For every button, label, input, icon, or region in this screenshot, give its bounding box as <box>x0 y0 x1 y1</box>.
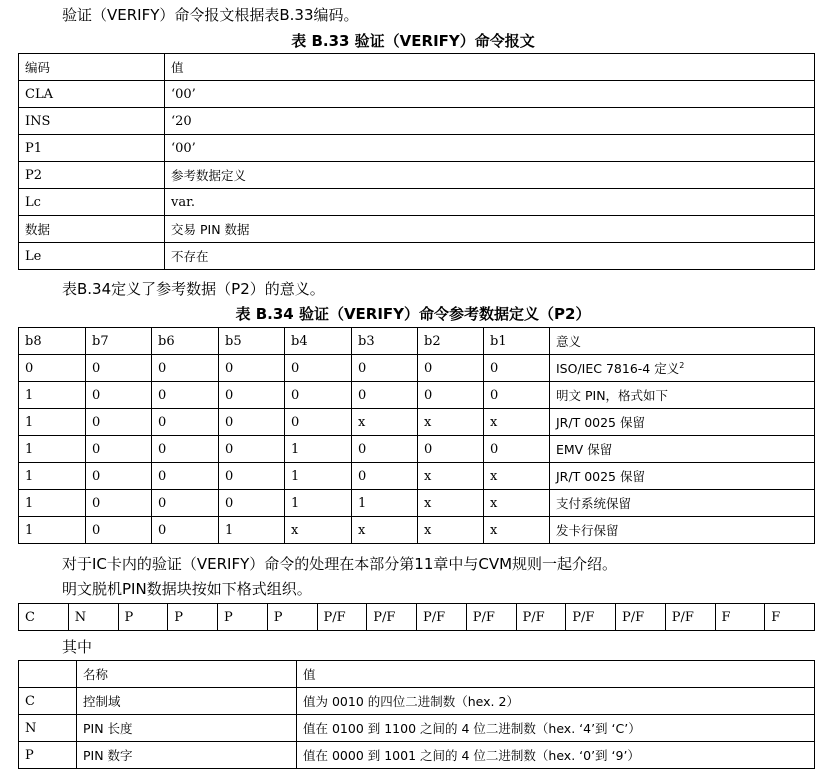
table-cell: ‘20 <box>165 108 815 135</box>
table-cell: 0 <box>152 490 219 517</box>
table-row <box>19 463 815 490</box>
table-row <box>19 108 815 135</box>
pin-block-cell: F <box>715 604 765 631</box>
table-cell: 0 <box>285 355 352 382</box>
table-cell: x <box>352 517 418 544</box>
table-row <box>19 382 815 409</box>
table-row <box>19 436 815 463</box>
table-cell: x <box>484 463 550 490</box>
table-cell: 1 <box>219 517 285 544</box>
pin-block-cell: P <box>168 604 218 631</box>
table-cell: 0 <box>484 436 550 463</box>
table-header-row <box>19 661 815 688</box>
table-cell: 0 <box>219 409 285 436</box>
table-cell: ‘00’ <box>165 81 815 108</box>
table-cell: 1 <box>19 436 86 463</box>
table-b33 <box>18 53 815 270</box>
intro-paragraph-2: 表B.34定义了参考数据（P2）的意义。 <box>62 280 325 298</box>
header-cell: 意义 <box>550 328 815 355</box>
header-cell: b1 <box>484 328 550 355</box>
table-b33-caption: 表 B.33 验证（VERIFY）命令报文 <box>291 32 535 50</box>
table-cell: x <box>285 517 352 544</box>
table-cell: PIN 长度 <box>77 715 297 742</box>
table-row <box>19 162 815 189</box>
intro-paragraph: 验证（VERIFY）命令报文根据表B.33编码。 <box>62 6 359 24</box>
table-cell: 0 <box>86 517 152 544</box>
table-cell: JR/T 0025 保留 <box>550 409 815 436</box>
pin-block-cell: P/F <box>566 604 616 631</box>
table-cell: 1 <box>285 490 352 517</box>
pin-block-cell: P <box>218 604 268 631</box>
table-cell: 支付系统保留 <box>550 490 815 517</box>
table-cell: 值在 0100 到 1100 之间的 4 位二进制数（hex. ‘4’到 ‘C’） <box>297 715 815 742</box>
pin-field-table <box>18 660 815 769</box>
table-cell: 1 <box>352 490 418 517</box>
footnote-mark: 2 <box>679 360 685 370</box>
table-cell: x <box>418 490 484 517</box>
header-cell: b7 <box>86 328 152 355</box>
table-cell: 控制域 <box>77 688 297 715</box>
pin-block-cell: P/F <box>616 604 666 631</box>
table-cell: 1 <box>19 490 86 517</box>
table-cell: 0 <box>86 355 152 382</box>
table-row <box>19 604 815 631</box>
table-cell: 0 <box>352 436 418 463</box>
table-header-row <box>19 54 815 81</box>
table-row <box>19 243 815 270</box>
table-cell: x <box>484 490 550 517</box>
table-cell: 0 <box>219 436 285 463</box>
paragraph-verify-processing: 对于IC卡内的验证（VERIFY）命令的处理在本部分第11章中与CVM规则一起介绍。 <box>62 555 618 573</box>
table-cell: 0 <box>219 490 285 517</box>
table-row <box>19 355 815 382</box>
table-cell: 1 <box>285 463 352 490</box>
table-b34 <box>18 327 815 544</box>
table-cell: 参考数据定义 <box>165 162 815 189</box>
table-cell: 0 <box>152 436 219 463</box>
table-cell: 0 <box>352 355 418 382</box>
table-row <box>19 409 815 436</box>
table-cell: 0 <box>219 355 285 382</box>
table-cell: 1 <box>19 382 86 409</box>
table-cell: EMV 保留 <box>550 436 815 463</box>
table-cell: CLA <box>19 81 165 108</box>
table-row <box>19 715 815 742</box>
table-b34-caption: 表 B.34 验证（VERIFY）命令参考数据定义（P2） <box>235 305 591 323</box>
table-cell: P1 <box>19 135 165 162</box>
table-cell: 0 <box>152 463 219 490</box>
table-cell: P2 <box>19 162 165 189</box>
table-cell: 发卡行保留 <box>550 517 815 544</box>
table-cell: 0 <box>152 517 219 544</box>
table-cell: var. <box>165 189 815 216</box>
pin-block-cell: P/F <box>367 604 417 631</box>
table-cell: ISO/IEC 7816-4 定义$^2$ <box>550 355 815 382</box>
table-cell: 0 <box>352 382 418 409</box>
table-cell: x <box>352 409 418 436</box>
table-cell: 0 <box>418 355 484 382</box>
paragraph-pin-block: 明文脱机PIN数据块按如下格式组织。 <box>62 580 312 598</box>
header-cell: b8 <box>19 328 86 355</box>
table-cell: INS <box>19 108 165 135</box>
table-cell: 1 <box>19 517 86 544</box>
table-row <box>19 81 815 108</box>
table-row <box>19 688 815 715</box>
table-cell: 0 <box>285 382 352 409</box>
header-cell: 名称 <box>77 661 297 688</box>
table-row <box>19 490 815 517</box>
table-cell: Lc <box>19 189 165 216</box>
table-cell: 0 <box>484 355 550 382</box>
table-cell: 1 <box>285 436 352 463</box>
table-cell: 0 <box>484 382 550 409</box>
table-cell: 0 <box>219 382 285 409</box>
table-cell: 交易 PIN 数据 <box>165 216 815 243</box>
table-row <box>19 742 815 769</box>
table-cell: 数据 <box>19 216 165 243</box>
table-cell: x <box>418 463 484 490</box>
table-cell: PIN 数字 <box>77 742 297 769</box>
header-cell: b6 <box>152 328 219 355</box>
pin-block-cell: P/F <box>417 604 467 631</box>
table-header-row <box>19 328 815 355</box>
pin-block-cell: P/F <box>665 604 715 631</box>
table-cell: P <box>19 742 77 769</box>
pin-block-cell: P <box>118 604 168 631</box>
table-cell: C <box>19 688 77 715</box>
table-cell: 不存在 <box>165 243 815 270</box>
pin-block-cell: F <box>765 604 815 631</box>
header-cell: 值 <box>297 661 815 688</box>
pin-block-table <box>18 603 815 631</box>
pin-block-cell: P <box>267 604 317 631</box>
header-cell: b2 <box>418 328 484 355</box>
table-cell: JR/T 0025 保留 <box>550 463 815 490</box>
pin-block-cell: P/F <box>466 604 516 631</box>
table-cell: 0 <box>86 382 152 409</box>
table-cell: x <box>484 409 550 436</box>
header-cell: b5 <box>219 328 285 355</box>
pin-block-cell: C <box>19 604 69 631</box>
table-cell: 1 <box>19 409 86 436</box>
table-cell: N <box>19 715 77 742</box>
table-cell: 明文 PIN，格式如下 <box>550 382 815 409</box>
table-cell: 1 <box>19 463 86 490</box>
table-cell: 0 <box>86 463 152 490</box>
table-cell: 0 <box>19 355 86 382</box>
table-cell: 0 <box>285 409 352 436</box>
table-cell: 0 <box>86 436 152 463</box>
table-cell: x <box>484 517 550 544</box>
table-cell: 0 <box>352 463 418 490</box>
table-cell: 0 <box>152 355 219 382</box>
table-row <box>19 135 815 162</box>
header-cell <box>19 661 77 688</box>
table-cell: Le <box>19 243 165 270</box>
pin-block-cell: P/F <box>317 604 367 631</box>
table-cell: 0 <box>152 409 219 436</box>
table-cell: ‘00’ <box>165 135 815 162</box>
table-cell: 0 <box>418 382 484 409</box>
table-cell: 值为 0010 的四位二进制数（hex. 2） <box>297 688 815 715</box>
header-cell: 编码 <box>19 54 165 81</box>
table-cell: 值在 0000 到 1001 之间的 4 位二进制数（hex. ‘0’到 ‘9’） <box>297 742 815 769</box>
table-cell: x <box>418 517 484 544</box>
table-cell: x <box>418 409 484 436</box>
table-cell: 0 <box>219 463 285 490</box>
header-cell: b3 <box>352 328 418 355</box>
table-cell: 0 <box>418 436 484 463</box>
table-row <box>19 216 815 243</box>
table-row <box>19 517 815 544</box>
table-row <box>19 189 815 216</box>
table-cell: 0 <box>86 409 152 436</box>
pin-block-cell: N <box>68 604 118 631</box>
header-cell: 值 <box>165 54 815 81</box>
pin-block-cell: P/F <box>516 604 566 631</box>
paragraph-where: 其中 <box>62 638 93 656</box>
table-cell: 0 <box>86 490 152 517</box>
table-cell: 0 <box>152 382 219 409</box>
header-cell: b4 <box>285 328 352 355</box>
